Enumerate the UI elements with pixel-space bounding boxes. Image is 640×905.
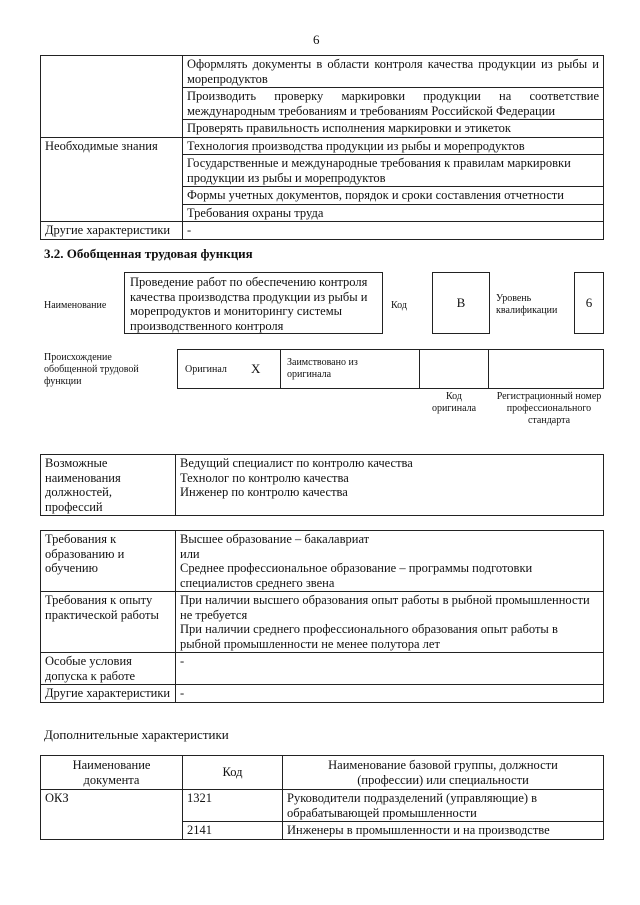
- section-title: 3.2. Обобщенная трудовая функция: [44, 246, 253, 261]
- table-cell: Технология производства продукции из рыбы и морепродуктов: [183, 137, 604, 155]
- row-label: Требования к опыту практической работы: [41, 592, 176, 653]
- table-row: [41, 137, 604, 155]
- table-row: [41, 455, 604, 516]
- row-label: Необходимые знания: [41, 137, 183, 222]
- table-cell: Производить проверку маркировки продукции на соответствие международным требованиям и требованиям Российской Федерации: [183, 88, 604, 120]
- positions-values: [176, 455, 604, 516]
- table-cell: -: [176, 685, 604, 703]
- row-label: Другие характеристики: [41, 685, 176, 703]
- additional-table: [40, 755, 604, 840]
- table-cell: 1321: [183, 790, 283, 822]
- table-cell: Проверять правильность исполнения маркировки и этикеток: [183, 120, 604, 138]
- name-label: Наименование: [44, 300, 107, 311]
- table-header-row: [41, 756, 604, 790]
- table-cell: Оформлять документы в области контроля качества продукции из рыбы и морепродуктов: [183, 56, 604, 88]
- function-name-box: [124, 272, 383, 334]
- list-item: Среднее профессиональное образование – программы подготовки специалистов среднего звена: [180, 561, 533, 590]
- origin-label: Происхождение обобщенной трудовой функции: [44, 352, 139, 387]
- code-label: Код: [391, 300, 407, 311]
- table-row: [41, 222, 604, 240]
- table-row: [41, 685, 604, 703]
- table-cell: Руководители подразделений (управляющие) в обрабатывающей промышленности: [283, 790, 604, 822]
- code-caption: Код оригинала: [431, 391, 477, 414]
- level-value: 6: [585, 295, 593, 310]
- table-cell: ОКЗ: [41, 790, 183, 840]
- list-item: При наличии среднего профессионального образования опыт работы в рыбной промышленности не менее полутора лет: [180, 622, 558, 651]
- origin-divider: [419, 349, 420, 389]
- table-cell: -: [183, 222, 604, 240]
- table-cell-empty: [41, 56, 183, 138]
- table-cell: [176, 592, 604, 653]
- level-box: [574, 272, 604, 334]
- original-label: Оригинал: [185, 364, 227, 375]
- list-item: Ведущий специалист по контролю качества: [180, 456, 413, 470]
- list-item: При наличии высшего образования опыт работы в рыбной промышленности не требуется: [180, 593, 590, 622]
- table-cell: Инженеры в промышленности и на производстве: [283, 822, 604, 840]
- page-number: 6: [313, 32, 320, 47]
- row-label: Другие характеристики: [41, 222, 183, 240]
- table-cell: -: [176, 653, 604, 685]
- origin-row: [177, 349, 604, 389]
- row-label: Особые условия допуска к работе: [41, 653, 176, 685]
- table-cell: Государственные и международные требования к правилам маркировки продукции из рыбы и морепродуктов: [183, 155, 604, 187]
- reg-caption: Регистрационный номер профессионального стандарта: [496, 391, 602, 426]
- function-name-value: Проведение работ по обеспечению контроля качества производства продукции из рыбы и морепродуктов и мониторингу системы производственного контроля: [130, 275, 368, 333]
- table-cell: 2141: [183, 822, 283, 840]
- column-header: Наименование базовой группы, должности (профессии) или специальности: [283, 756, 604, 790]
- table-row: [41, 56, 604, 88]
- code-value: B: [456, 295, 466, 310]
- table-cell: [176, 531, 604, 592]
- column-header: Код: [183, 756, 283, 790]
- table-cell: Формы учетных документов, порядок и сроки составления отчетности: [183, 187, 604, 205]
- original-mark: X: [251, 361, 261, 376]
- origin-divider: [488, 349, 489, 389]
- table-row: [41, 531, 604, 592]
- top-skills-table: [40, 55, 604, 240]
- table-row: [41, 790, 604, 822]
- code-box: [432, 272, 490, 334]
- table-cell: Требования охраны труда: [183, 204, 604, 222]
- origin-divider: [280, 349, 281, 389]
- level-label: Уровень квалификации: [496, 293, 558, 316]
- list-item: или: [180, 546, 200, 561]
- table-row: [41, 653, 604, 685]
- list-item: Высшее образование – бакалавриат: [180, 532, 370, 546]
- table-row: [41, 592, 604, 653]
- additional-title: Дополнительные характеристики: [44, 727, 229, 742]
- positions-table: [40, 454, 604, 516]
- borrowed-label: Заимствовано из оригинала: [287, 357, 358, 380]
- row-label: Требования к образованию и обучению: [41, 531, 176, 592]
- column-header: Наименование документа: [41, 756, 183, 790]
- list-item: Технолог по контролю качества: [180, 470, 349, 485]
- requirements-table: [40, 530, 604, 703]
- row-label: Возможные наименования должностей, профессий: [41, 455, 176, 516]
- list-item: Инженер по контролю качества: [180, 485, 348, 499]
